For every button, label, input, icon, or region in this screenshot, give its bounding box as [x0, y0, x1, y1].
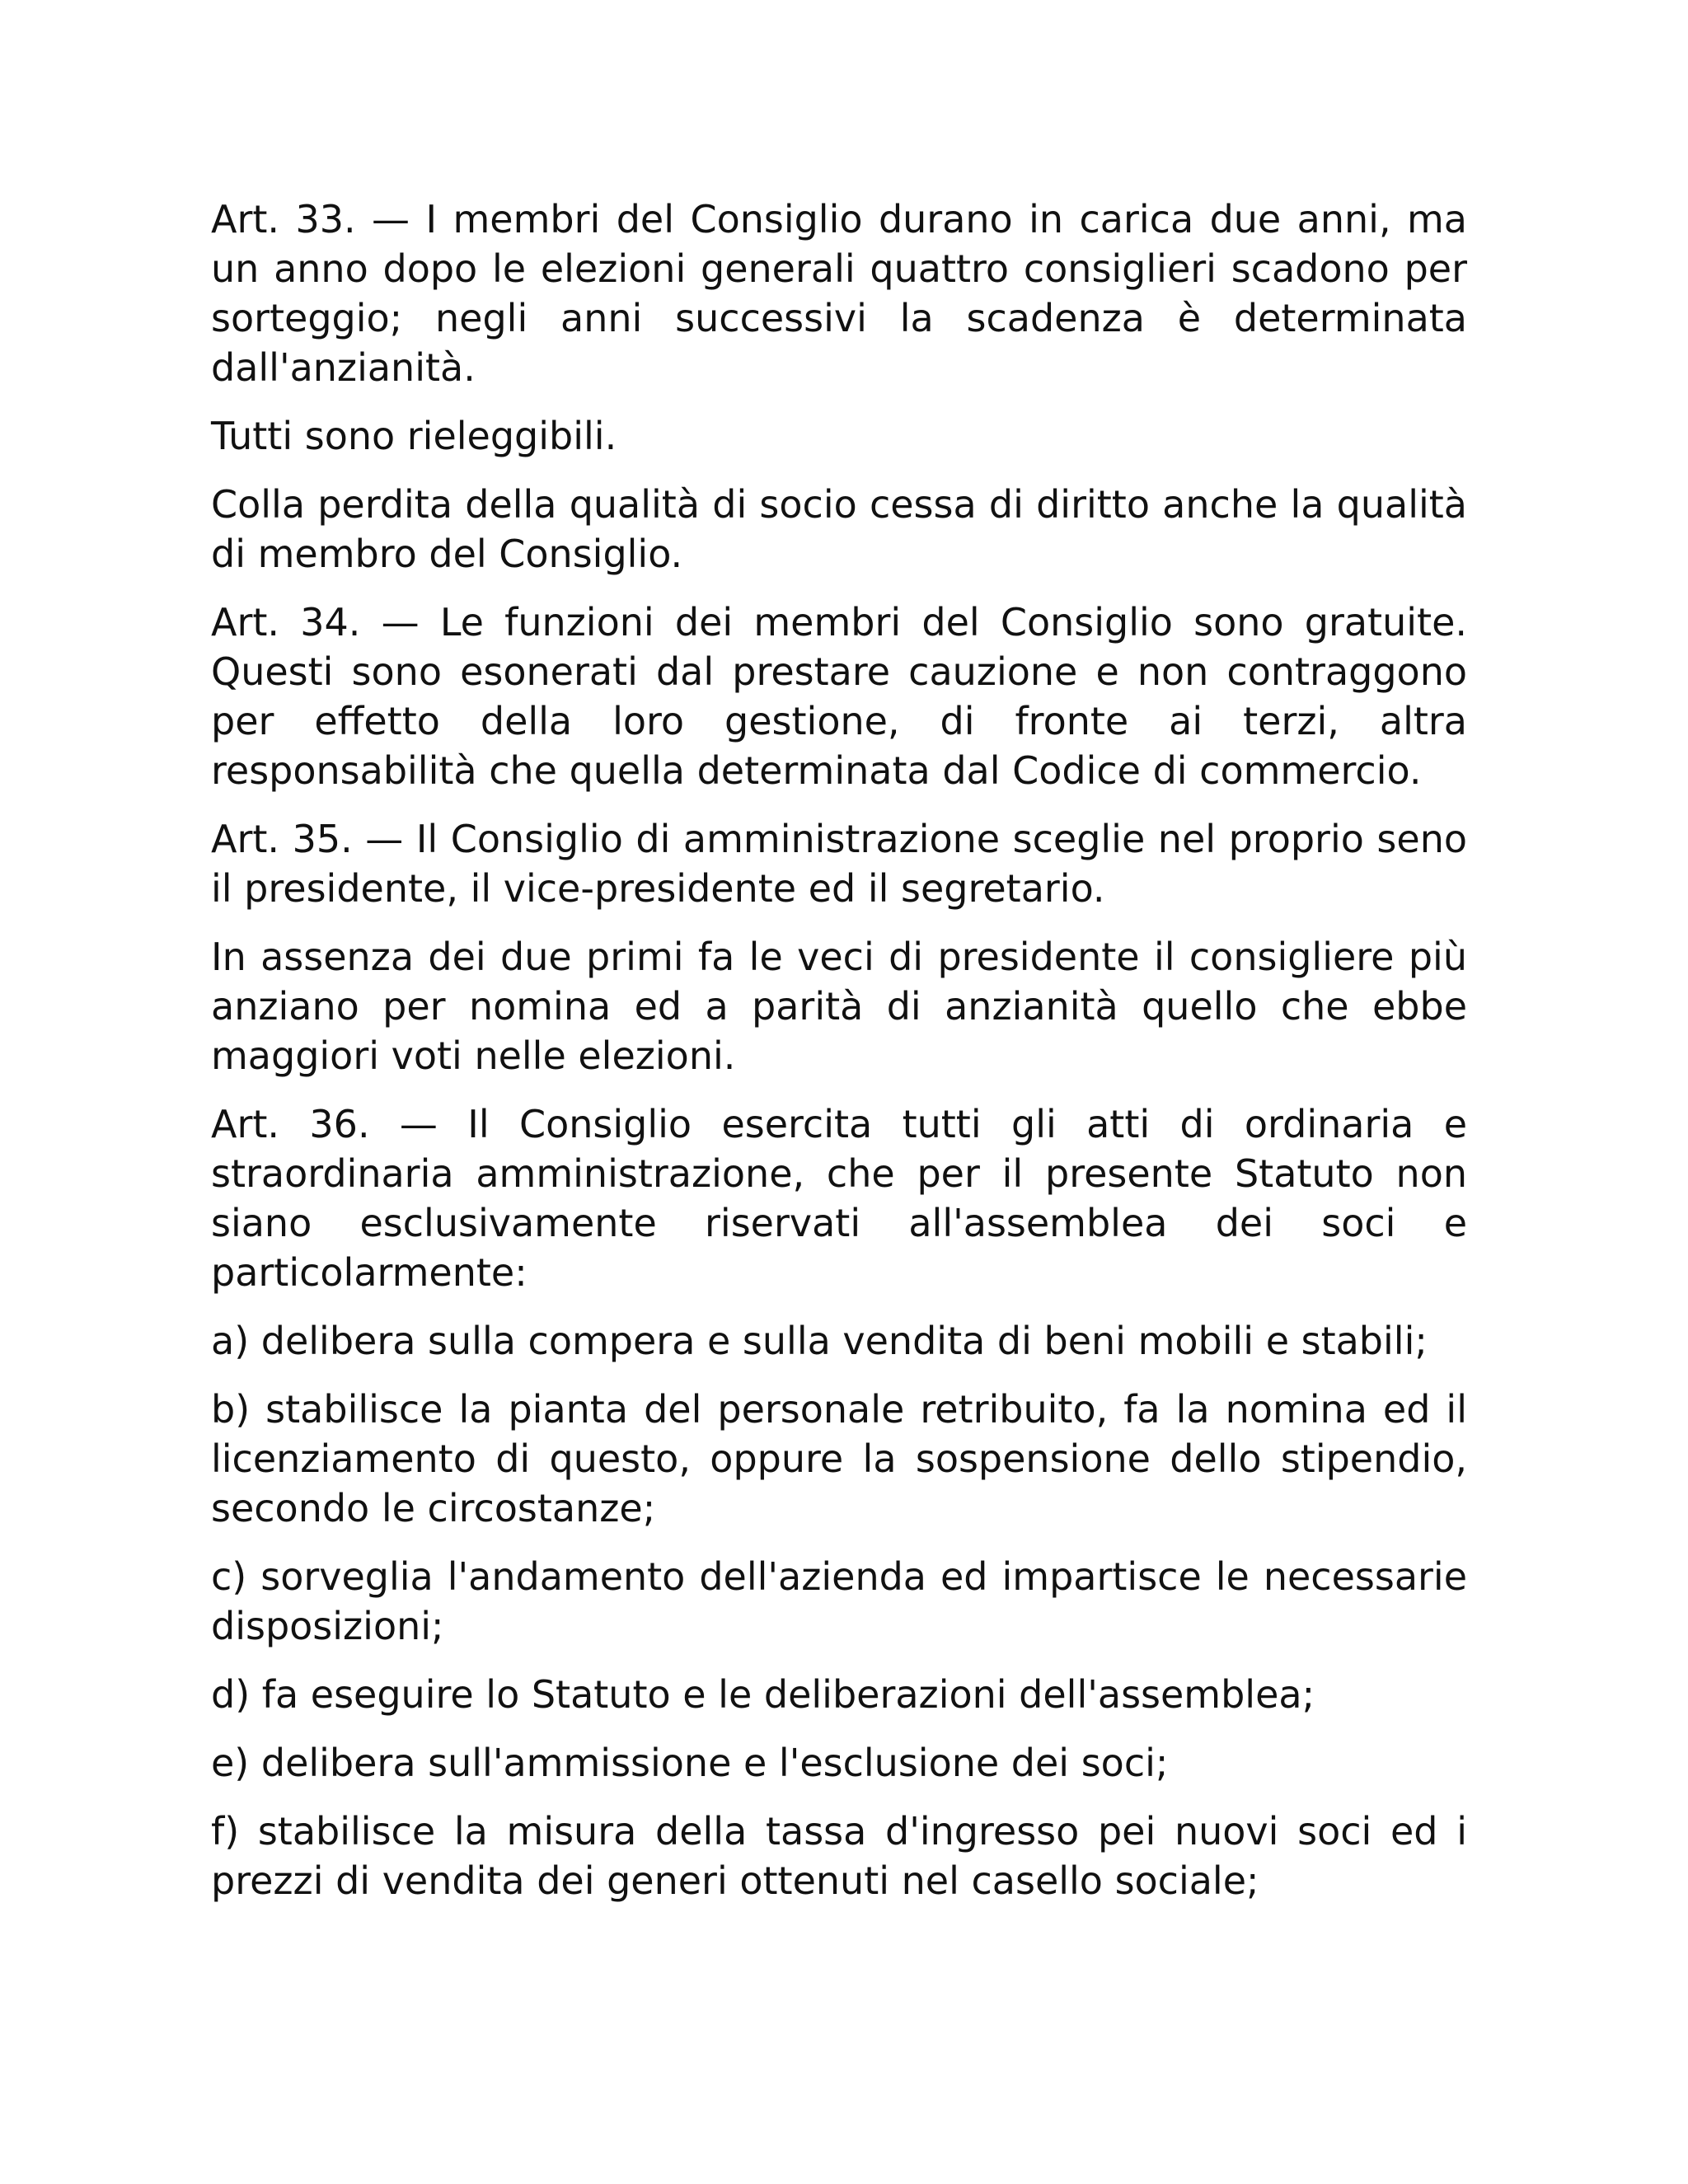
document-body: [211, 194, 1467, 1924]
paragraph-art-35: Art. 35. — Il Consiglio di amministrazione sceglie nel proprio seno il presidente, il vice-presidente ed il segretario.: [211, 817, 1467, 911]
list-item-a: a) delibera sulla compera e sulla vendita di beni mobili e stabili;: [211, 1319, 1428, 1363]
paragraph-art-36: Art. 36. — Il Consiglio esercita tutti gli atti di ordinaria e straordinaria amministrazione, che per il presente Statuto non siano esclusivamente riservati all'assemblea dei soci e particolarmente:: [211, 1102, 1467, 1295]
list-item-c: c) sorveglia l'andamento dell'azienda ed impartisce le necessarie disposizioni;: [211, 1554, 1467, 1648]
paragraph-assenza: In assenza dei due primi fa le veci di presidente il consigliere più anziano per nomina ed a parità di anzianità quello che ebbe maggiori voti nelle elezioni.: [211, 935, 1467, 1078]
paragraph-art-33: Art. 33. — I membri del Consiglio durano in carica due anni, ma un anno dopo le elezioni generali quattro consiglieri scadono per sorteggio; negli anni successivi la scadenza è determinata dall'anzianità.: [211, 197, 1467, 390]
list-item-b: b) stabilisce la pianta del personale retribuito, fa la nomina ed il licenziamento di questo, oppure la sospensione dello stipendio, secondo le circostanze;: [211, 1387, 1467, 1530]
paragraph-rieleggibili: Tutti sono rieleggibili.: [211, 414, 617, 458]
paragraph-perdita-qualita: Colla perdita della qualità di socio cessa di diritto anche la qualità di membro del Consiglio.: [211, 482, 1467, 576]
list-item-d: d) fa eseguire lo Statuto e le deliberazioni dell'assemblea;: [211, 1672, 1315, 1717]
list-item-f: f) stabilisce la misura della tassa d'ingresso pei nuovi soci ed i prezzi di vendita dei generi ottenuti nel casello sociale;: [211, 1809, 1467, 1903]
list-item-e: e) delibera sull'ammissione e l'esclusione dei soci;: [211, 1741, 1169, 1785]
paragraph-art-34: Art. 34. — Le funzioni dei membri del Consiglio sono gratuite. Questi sono esonerati dal prestare cauzione e non contraggono per effetto della loro gestione, di fronte ai terzi, altra responsabilità che quella determinata dal Codice di commercio.: [211, 600, 1467, 793]
